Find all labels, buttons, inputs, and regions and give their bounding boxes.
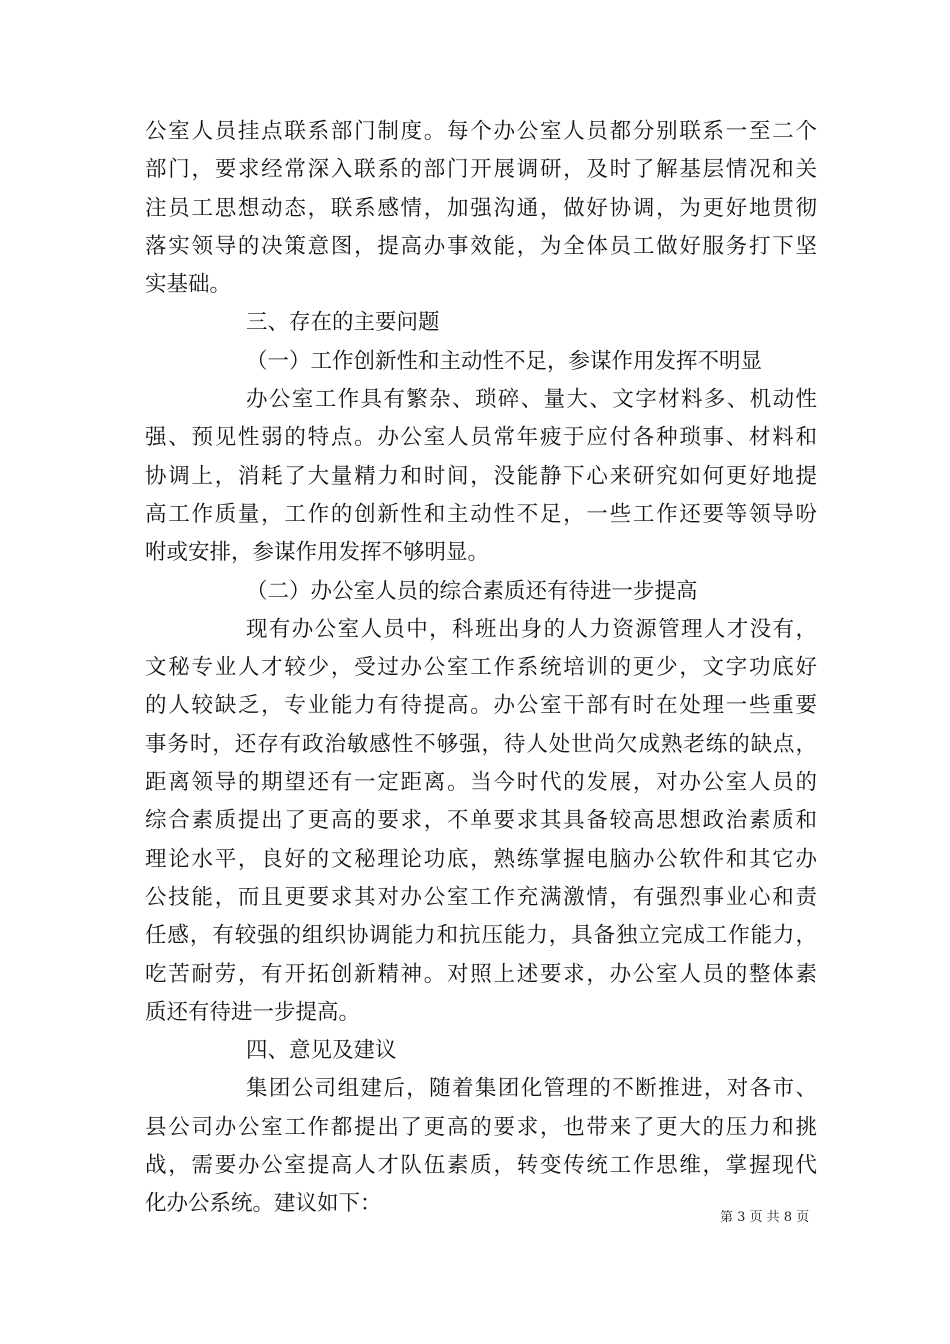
- text-line: 化办公系统。建议如下：: [145, 1191, 382, 1217]
- page-number-footer: 第 3 页 共 8 页: [720, 1210, 810, 1225]
- text-line: 理论水平，良好的文秘理论功底，熟练掌握电脑办公软件和其它办: [145, 846, 817, 872]
- text-line: 三、存在的主要问题: [246, 310, 440, 336]
- text-line: 现有办公室人员中，科班出身的人力资源管理人才没有，: [246, 616, 817, 642]
- text-line: 实基础。: [145, 272, 232, 298]
- text-line: 部门，要求经常深入联系的部门开展调研，及时了解基层情况和关: [145, 157, 817, 183]
- text-line: 注员工思想动态，联系感情，加强沟通，做好协调，为更好地贯彻: [145, 195, 817, 221]
- text-line: 综合素质提出了更高的要求，不单要求其具备较高思想政治素质和: [145, 808, 817, 834]
- text-line: 公技能，而且更要求其对办公室工作充满激情，有强烈事业心和责: [145, 884, 817, 910]
- text-line: 县公司办公室工作都提出了更高的要求，也带来了更大的压力和挑: [145, 1114, 817, 1140]
- text-line: 距离领导的期望还有一定距离。当今时代的发展，对办公室人员的: [145, 770, 817, 796]
- text-line: 高工作质量，工作的创新性和主动性不足，一些工作还要等领导吩: [145, 501, 817, 527]
- text-line: （二）办公室人员的综合素质还有待进一步提高: [246, 578, 698, 604]
- document-body: [145, 113, 817, 1224]
- text-line: 咐或安排，参谋作用发挥不够明显。: [145, 540, 490, 566]
- text-line: 的人较缺乏，专业能力有待提高。办公室干部有时在处理一些重要: [145, 693, 817, 719]
- text-line: 任感，有较强的组织协调能力和抗压能力，具备独立完成工作能力，: [145, 923, 817, 949]
- text-line: 集团公司组建后，随着集团化管理的不断推进，对各市、: [246, 1076, 817, 1102]
- text-line: 协调上，消耗了大量精力和时间，没能静下心来研究如何更好地提: [145, 463, 817, 489]
- text-line: 四、意见及建议: [246, 1038, 397, 1064]
- text-line: 质还有待进一步提高。: [145, 999, 361, 1025]
- text-line: 强、预见性弱的特点。办公室人员常年疲于应付各种琐事、材料和: [145, 425, 817, 451]
- text-line: 文秘专业人才较少，受过办公室工作系统培训的更少，文字功底好: [145, 655, 817, 681]
- text-line: （一）工作创新性和主动性不足，参谋作用发挥不明显: [246, 348, 763, 374]
- text-line: 战，需要办公室提高人才队伍素质，转变传统工作思维，掌握现代: [145, 1153, 817, 1179]
- text-line: 吃苦耐劳，有开拓创新精神。对照上述要求，办公室人员的整体素: [145, 961, 817, 987]
- text-line: 公室人员挂点联系部门制度。每个办公室人员都分别联系一至二个: [145, 119, 817, 144]
- text-line: 事务时，还存有政治敏感性不够强，待人处世尚欠成熟老练的缺点，: [145, 731, 817, 757]
- text-line: 落实领导的决策意图，提高办事效能，为全体员工做好服务打下坚: [145, 233, 817, 259]
- text-line: 办公室工作具有繁杂、琐碎、量大、文字材料多、机动性: [246, 387, 817, 413]
